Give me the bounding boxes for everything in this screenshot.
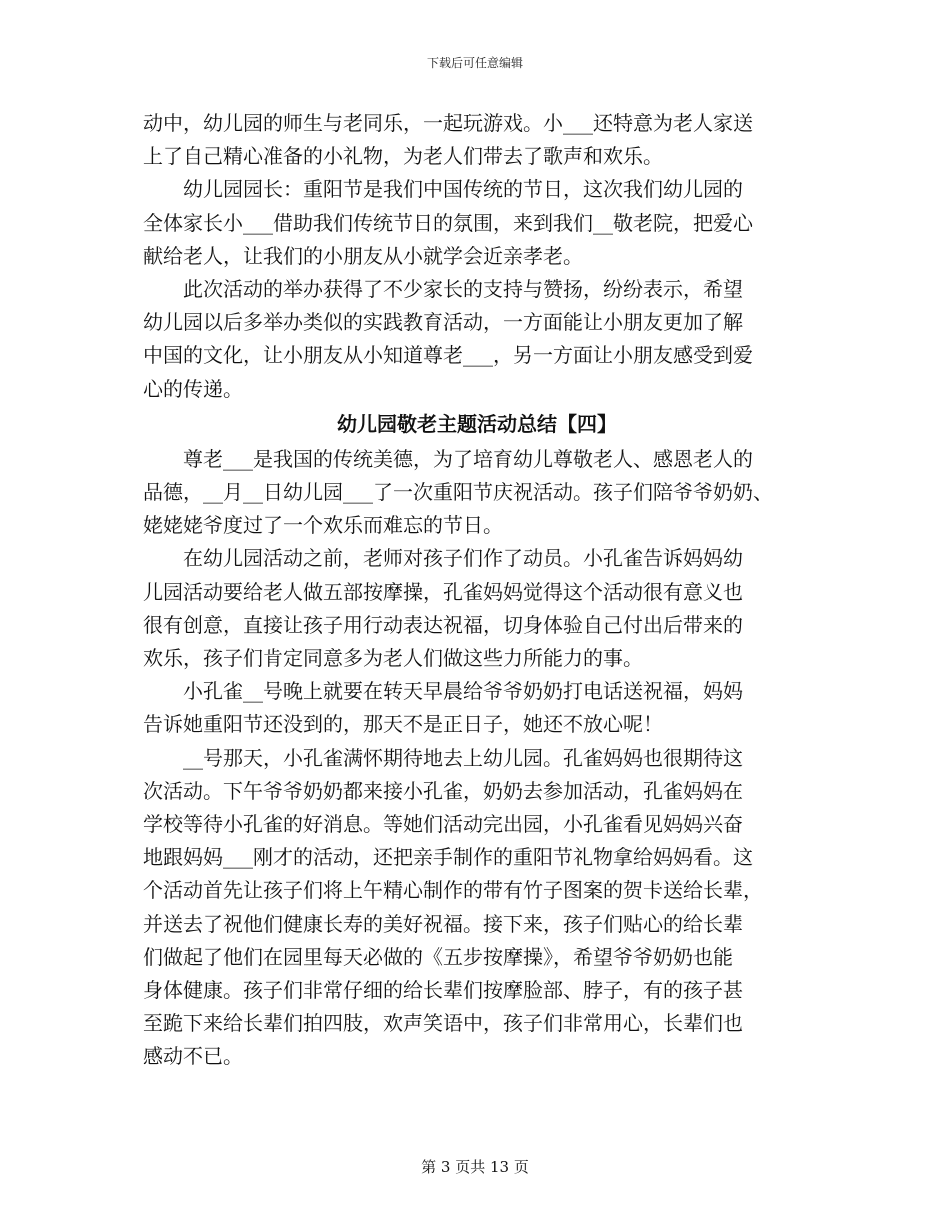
text-line: 次活动。下午爷爷奶奶都来接小孔雀，奶奶去参加活动，孔雀妈妈在 <box>143 778 743 803</box>
text-line: 此次活动的举办获得了不少家长的支持与赞扬，纷纷表示，希望 <box>143 276 743 301</box>
text-line: 地跟妈妈___刚才的活动，还把亲手制作的重阳节礼物拿给妈妈看。这 <box>143 845 753 870</box>
text-line: 至跪下来给长辈们拍四肢，欢声笑语中，孩子们非常用心，长辈们也 <box>143 1011 743 1036</box>
text-line: 姥姥姥爷度过了一个欢乐而难忘的节日。 <box>143 513 503 538</box>
text-line: 告诉她重阳节还没到的，那天不是正日子，她还不放心呢！ <box>143 712 663 737</box>
paragraphs-after-title <box>143 443 811 1074</box>
text-line: 在幼儿园活动之前，老师对孩子们作了动员。小孔雀告诉妈妈幼 <box>143 546 743 571</box>
text-line: 并送去了祝他们健康长寿的美好祝福。接下来，孩子们贴心的给长辈 <box>143 911 743 936</box>
text-line: 品德，__月__日幼儿园___了一次重阳节庆祝活动。孩子们陪爷爷奶奶、 <box>143 480 773 505</box>
paragraphs-before-title <box>143 107 811 406</box>
text-line: 上了自己精心准备的小礼物，为老人们带去了歌声和欢乐。 <box>143 144 663 169</box>
text-line: 小孔雀__号晚上就要在转天早晨给爷爷奶奶打电话送祝福，妈妈 <box>143 679 743 704</box>
text-line: 献给老人，让我们的小朋友从小就学会近亲孝老。 <box>143 243 583 268</box>
page-header: 下载后可任意编辑 <box>426 56 523 70</box>
text-line: __号那天，小孔雀满怀期待地去上幼儿园。孔雀妈妈也很期待这 <box>143 745 743 770</box>
text-line: 尊老___是我国的传统美德，为了培育幼儿尊敬老人、感恩老人的 <box>143 446 753 471</box>
text-line: 中国的文化，让小朋友从小知道尊老___，另一方面让小朋友感受到爱 <box>143 343 753 368</box>
document-body <box>143 107 811 1073</box>
text-line: 幼儿园园长：重阳节是我们中国传统的节日，这次我们幼儿园的 <box>143 177 743 202</box>
text-line: 们做起了他们在园里每天必做的《五步按摩操》，希望爷爷奶奶也能 <box>143 944 733 969</box>
page-footer: 第 3 页共 13 页 <box>421 1158 529 1176</box>
text-line: 儿园活动要给老人做五部按摩操，孔雀妈妈觉得这个活动很有意义也 <box>143 579 743 604</box>
text-line: 身体健康。孩子们非常仔细的给长辈们按摩脸部、脖子，有的孩子甚 <box>143 977 743 1002</box>
section-title: 幼儿园敬老主题活动总结【四】 <box>337 411 617 436</box>
text-line: 欢乐，孩子们肯定同意多为老人们做这些力所能力的事。 <box>143 646 643 670</box>
text-line: 个活动首先让孩子们将上午精心制作的带有竹子图案的贺卡送给长辈， <box>143 878 763 903</box>
text-line: 学校等待小孔雀的好消息。等她们活动完出园，小孔雀看见妈妈兴奋 <box>143 811 743 836</box>
text-line: 感动不已。 <box>143 1044 243 1069</box>
text-line: 很有创意，直接让孩子用行动表达祝福，切身体验自己付出后带来的 <box>143 612 743 637</box>
text-line: 动中，幼儿园的师生与老同乐，一起玩游戏。小___还特意为老人家送 <box>143 111 753 135</box>
text-line: 全体家长小___借助我们传统节日的氛围，来到我们__敬老院，把爱心 <box>143 210 753 235</box>
text-line: 心的传递。 <box>143 376 243 401</box>
text-line: 幼儿园以后多举办类似的实践教育活动，一方面能让小朋友更加了解 <box>143 310 743 335</box>
